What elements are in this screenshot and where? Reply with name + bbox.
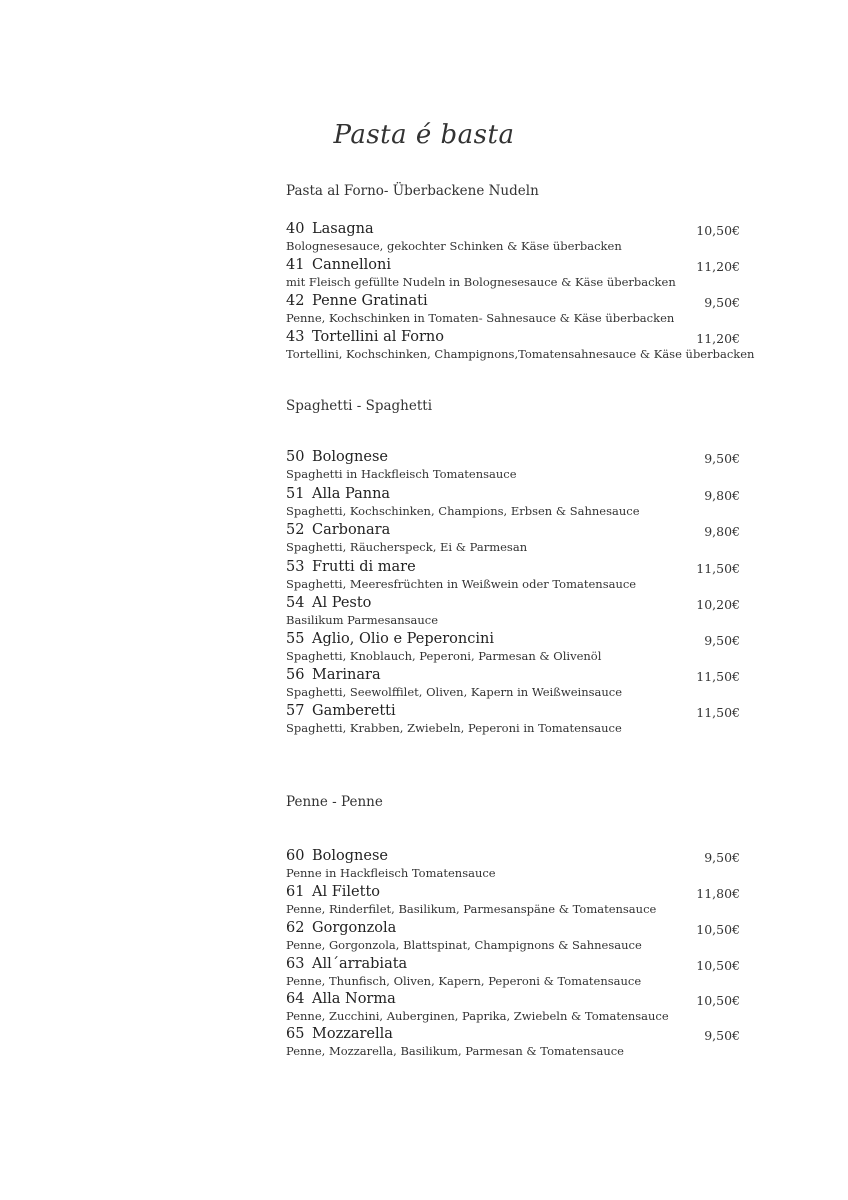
section-heading-spaghetti: Spaghetti - Spaghetti (286, 398, 433, 414)
menu-item (286, 991, 740, 1023)
item-number: 56 (286, 667, 305, 683)
item-number: 63 (286, 956, 305, 972)
item-description: Penne in Hackfleisch Tomatensauce (286, 866, 496, 880)
item-name: Alla Panna (312, 486, 391, 502)
item-name: Alla Norma (312, 991, 396, 1007)
item-price: 11,50€ (696, 705, 740, 720)
section-heading-penne: Penne - Penne (286, 794, 383, 810)
item-description: Penne, Gorgonzola, Blattspinat, Champignons & Sahnesauce (286, 938, 642, 952)
item-price: 9,50€ (704, 451, 740, 466)
item-description: Penne, Zucchini, Auberginen, Paprika, Zwiebeln & Tomatensauce (286, 1009, 669, 1023)
item-description: Penne, Rinderfilet, Basilikum, Parmesanspäne & Tomatensauce (286, 902, 657, 916)
item-number: 64 (286, 991, 305, 1007)
item-name: Bolognese (312, 848, 388, 864)
item-number: 60 (286, 848, 305, 864)
menu-item (286, 884, 740, 916)
item-number: 41 (286, 257, 305, 273)
item-price: 11,20€ (696, 259, 740, 274)
item-number: 61 (286, 884, 305, 900)
item-price: 10,50€ (696, 958, 740, 973)
item-price: 10,50€ (696, 922, 740, 937)
item-number: 57 (286, 703, 305, 719)
item-price: 9,50€ (704, 850, 740, 865)
menu-item (286, 329, 755, 361)
item-number: 53 (286, 559, 305, 575)
item-number: 65 (286, 1026, 305, 1042)
item-description: Tortellini, Kochschinken, Champignons,Tomatensahnesauce & Käse überbacken (286, 347, 755, 361)
item-price: 10,20€ (696, 597, 740, 612)
item-name: Cannelloni (312, 257, 391, 273)
item-description: Penne, Kochschinken in Tomaten- Sahnesauce & Käse überbacken (286, 311, 675, 325)
item-name: Frutti di mare (312, 559, 416, 575)
item-description: Spaghetti, Krabben, Zwiebeln, Peperoni in Tomatensauce (286, 721, 622, 735)
item-number: 62 (286, 920, 305, 936)
menu-item (286, 956, 740, 988)
item-price: 11,20€ (696, 331, 740, 346)
item-number: 55 (286, 631, 305, 647)
item-description: Spaghetti, Seewolffilet, Oliven, Kapern in Weißweinsauce (286, 685, 623, 699)
item-name: Tortellini al Forno (312, 329, 445, 345)
item-price: 11,50€ (696, 669, 740, 684)
item-description: Spaghetti, Knoblauch, Peperoni, Parmesan & Olivenöl (286, 649, 602, 663)
page-title: Pasta é basta (333, 120, 515, 150)
menu-item (286, 1026, 740, 1058)
item-name: Al Pesto (312, 595, 372, 611)
item-number: 42 (286, 293, 305, 309)
item-description: Spaghetti, Räucherspeck, Ei & Parmesan (286, 540, 528, 554)
item-name: Gamberetti (312, 703, 396, 719)
item-number: 50 (286, 449, 305, 465)
menu-item (286, 595, 740, 627)
item-description: Penne, Mozzarella, Basilikum, Parmesan & Tomatensauce (286, 1044, 624, 1058)
menu-item (286, 848, 740, 880)
menu-item (286, 486, 740, 518)
menu-item (286, 293, 740, 325)
item-description: Spaghetti in Hackfleisch Tomatensauce (286, 467, 517, 481)
item-price: 11,50€ (696, 561, 740, 576)
item-price: 9,50€ (704, 295, 740, 310)
item-price: 11,80€ (696, 886, 740, 901)
item-description: Spaghetti, Kochschinken, Champions, Erbsen & Sahnesauce (286, 504, 640, 518)
menu-item (286, 221, 740, 253)
item-name: Lasagna (312, 221, 374, 237)
item-name: Al Filetto (312, 884, 381, 900)
menu-item (286, 257, 740, 289)
item-price: 10,50€ (696, 223, 740, 238)
item-number: 54 (286, 595, 305, 611)
menu-item (286, 559, 740, 591)
item-name: Mozzarella (312, 1026, 393, 1042)
item-name: Marinara (312, 667, 381, 683)
item-price: 10,50€ (696, 993, 740, 1008)
item-description: Penne, Thunfisch, Oliven, Kapern, Peperoni & Tomatensauce (286, 974, 642, 988)
item-number: 43 (286, 329, 305, 345)
item-name: Bolognese (312, 449, 388, 465)
menu-item (286, 667, 740, 699)
item-price: 9,80€ (704, 488, 740, 503)
item-price: 9,80€ (704, 524, 740, 539)
item-name: Aglio, Olio e Peperoncini (312, 631, 494, 647)
item-description: Bolognesesauce, gekochter Schinken & Käse überbacken (286, 239, 622, 253)
menu-item (286, 449, 740, 481)
item-number: 52 (286, 522, 305, 538)
item-name: Penne Gratinati (312, 293, 428, 309)
item-price: 9,50€ (704, 1028, 740, 1043)
menu-item (286, 522, 740, 554)
item-name: All´arrabiata (312, 956, 408, 972)
item-number: 40 (286, 221, 305, 237)
menu-item (286, 920, 740, 952)
item-number: 51 (286, 486, 305, 502)
menu-item (286, 631, 740, 663)
item-price: 9,50€ (704, 633, 740, 648)
section-heading-pasta-al-forno: Pasta al Forno- Überbackene Nudeln (286, 183, 539, 199)
item-description: Basilikum Parmesansauce (286, 613, 439, 627)
item-description: mit Fleisch gefüllte Nudeln in Bolognesesauce & Käse überbacken (286, 275, 676, 289)
item-name: Gorgonzola (312, 920, 397, 936)
item-name: Carbonara (312, 522, 391, 538)
item-description: Spaghetti, Meeresfrüchten in Weißwein oder Tomatensauce (286, 577, 637, 591)
menu-item (286, 703, 740, 735)
